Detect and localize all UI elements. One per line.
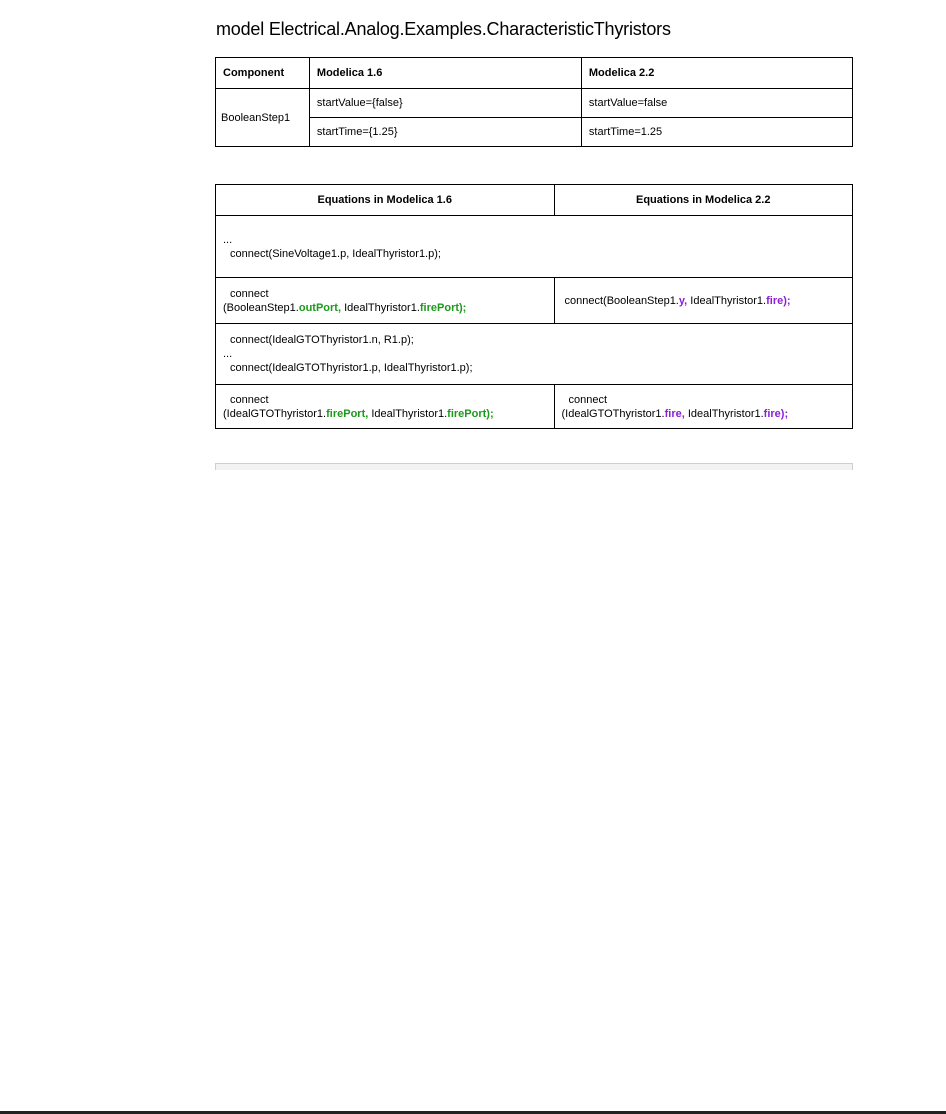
equation-line: connect(SineVoltage1.p, IdealThyristor1.p); [230,247,441,260]
modelica-22-value: startTime=1.25 [581,118,852,147]
equation-keyword: connect [568,393,608,406]
equation-line [223,301,550,315]
header-modelica-16: Modelica 1.6 [309,58,581,89]
equation-text: (BooleanStep1. [223,301,299,314]
highlight-16: outPort, [298,301,342,314]
header-modelica-22: Modelica 2.2 [581,58,852,89]
equation-text: IdealThyristor1. [684,407,764,420]
highlight-16: firePort, [326,407,369,420]
equation-16-cell [216,385,555,429]
modelica-22-value: startValue=false [581,89,852,118]
table-row [216,118,853,147]
equation-line: connect(IdealGTOThyristor1.n, R1.p); [230,334,414,346]
equation-text: IdealThyristor1. [341,301,420,314]
shared-equation-cell [216,216,853,278]
page-title: model Electrical.Analog.Examples.CharacteristicThyristors [216,19,671,39]
equation-line [562,407,849,421]
equation-text: (IdealGTOThyristor1. [561,407,665,420]
highlight-16: firePort); [419,301,467,314]
table-row [216,324,853,385]
equation-line [565,294,849,308]
equation-text: (IdealGTOThyristor1. [223,407,327,420]
highlight-16: firePort); [447,407,494,420]
ellipsis-line: ... [223,233,233,246]
header-equations-22: Equations in Modelica 2.2 [554,185,853,216]
component-mapping-table [215,57,853,147]
section-divider [215,463,853,470]
highlight-22: fire); [763,407,789,420]
table-row [216,216,853,278]
component-name: BooleanStep1 [216,89,310,147]
equation-text: connect(BooleanStep1. [564,294,679,307]
table-row [216,385,853,429]
equations-header-row [216,185,853,216]
equation-text: IdealThyristor1. [687,294,767,307]
equation-line [223,407,550,421]
highlight-22: fire); [766,294,791,307]
shared-equation-cell [216,324,853,385]
equation-line: connect(IdealGTOThyristor1.p, IdealThyristor1.p); [230,362,473,374]
highlight-22: fire, [664,407,685,420]
modelica-16-value: startTime={1.25} [309,118,581,147]
ellipsis-line: ... [223,348,233,360]
equation-text: IdealThyristor1. [368,407,448,420]
equation-22-cell [554,278,853,324]
equation-22-cell [554,385,853,429]
equation-keyword: connect [230,287,269,300]
header-component: Component [216,58,310,89]
table-row [216,89,853,118]
equation-16-cell [216,278,555,324]
header-equations-16: Equations in Modelica 1.6 [216,185,555,216]
highlight-22: y, [678,294,688,307]
table-row [216,278,853,324]
equation-keyword: connect [230,393,269,406]
modelica-16-value: startValue={false} [309,89,581,118]
component-table-header-row [216,58,853,89]
equations-table [215,184,853,429]
